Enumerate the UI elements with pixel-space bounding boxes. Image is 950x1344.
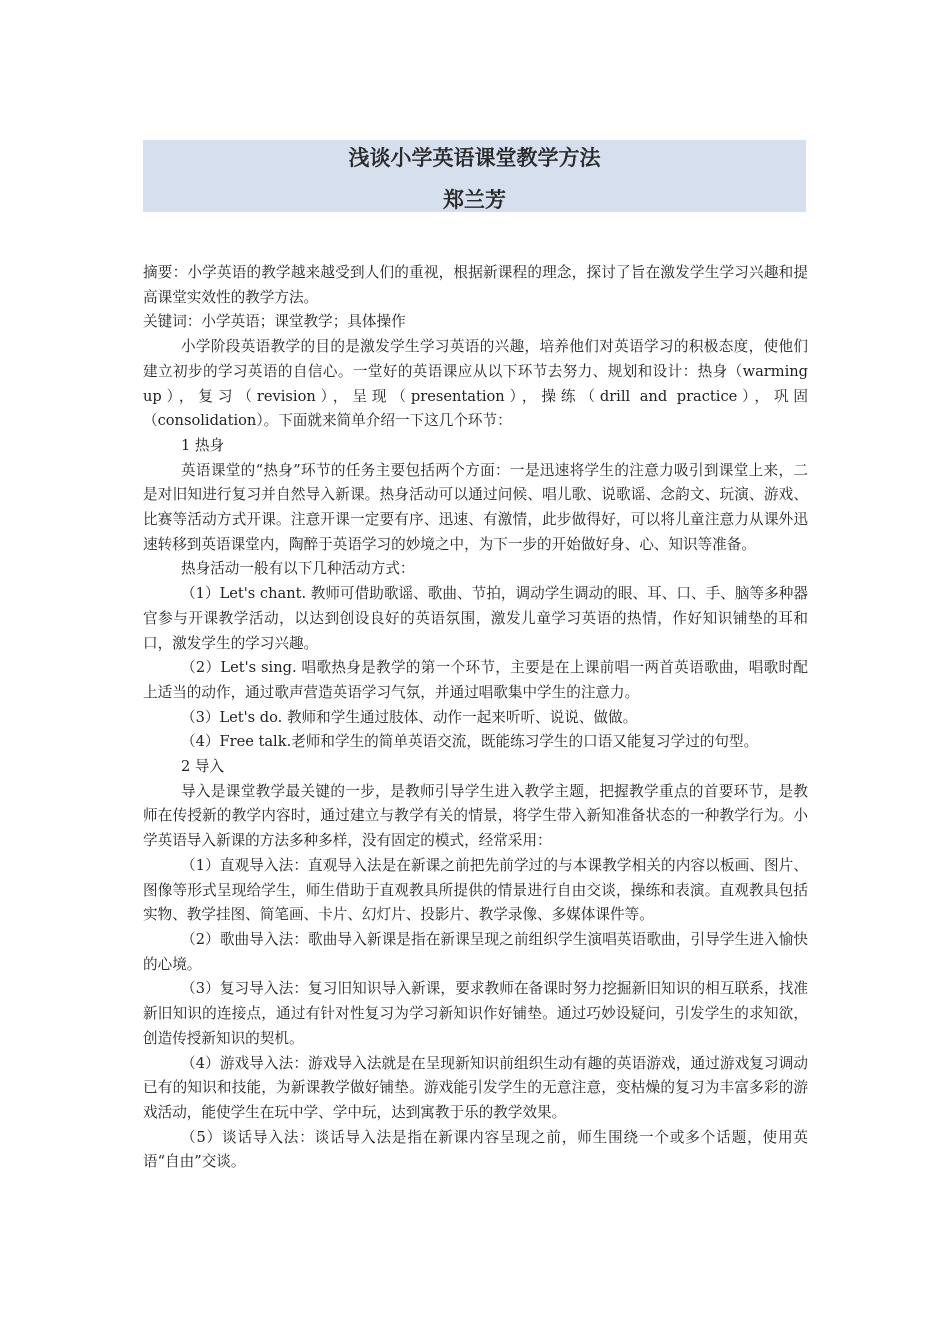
document-title: 浅谈小学英语课堂教学方法	[348, 146, 601, 170]
keywords-paragraph: 关键词：小学英语；课堂教学；具体操作	[143, 313, 406, 331]
lead-in-method-talk: （5）谈话导入法：谈话导入法是指在新课内容呈现之前，师生围绕一个或多个话题，使用英语“自由”交谈。	[143, 1128, 808, 1171]
document-author: 郑兰芳	[443, 188, 506, 212]
document-body	[143, 261, 808, 1175]
section-heading-warmup: 1 热身	[181, 436, 225, 454]
warmup-method-free-talk: （4）Free talk.老师和学生的简单英语交流，既能练习学生的口语又能复习学过的句型。	[181, 733, 759, 751]
warmup-paragraph: 英语课堂的“热身”环节的任务主要包括两个方面：一是迅速将学生的注意力吸引到课堂上来，二是对旧知进行复习并自然导入新课。热身活动可以通过问候、唱儿歌、说歌谣、念韵文、玩演、游戏、比赛等活动方式开课。注意开课一定要有序、迅速、有激情，此步做得好，可以将儿童注意力从课外迅速转移到英语课堂内，陶醉于英语学习的妙境之中，为下一步的开始做好身、心、知识等准备。	[143, 461, 808, 553]
lead-in-paragraph: 导入是课堂教学最关键的一步，是教师引导学生进入教学主题，把握教学重点的首要环节，是教师在传授新的教学内容时，通过建立与教学有关的情景，将学生带入新知准备状态的一种教学行为。小学英语导入新课的方法多种多样，没有固定的模式，经常采用：	[143, 782, 808, 850]
warmup-method-do: （3）Let's do. 教师和学生通过肢体、动作一起来听听、说说、做做。	[181, 708, 638, 726]
warmup-methods-intro: 热身活动一般有以下几种活动方式：	[181, 560, 415, 578]
abstract-paragraph: 摘要：小学英语的教学越来越受到人们的重视，根据新课程的理念，探讨了旨在激发学生学习兴趣和提高课堂实效性的教学方法。	[143, 264, 808, 306]
warmup-method-sing: （2）Let's sing. 唱歌热身是教学的第一个环节，主要是在上课前唱一两首英语歌曲，唱歌时配上适当的动作，通过歌声营造英语学习气氛，并通过唱歌集中学生的注意力。	[143, 659, 808, 701]
title-banner	[143, 140, 806, 212]
intro-paragraph: 小学阶段英语教学的目的是激发学生学习英语的兴趣，培养他们对英语学习的积极态度，使他们建立初步的学习英语的自信心。一堂好的英语课应从以下环节去努力、规划和设计：热身（warming up），复习（revision），呈现（presentation），操练（drill and practice），巩固（consolidation）。下面就来简单介绍一下这几个环节：	[143, 338, 808, 430]
section-heading-lead-in: 2 导入	[181, 758, 225, 776]
warmup-method-chant: （1）Let's chant. 教师可借助歌谣、歌曲、节拍，调动学生调动的眼、耳、口、手、脑等多种器官参与开课教学活动，以达到创设良好的英语氛围，激发儿童学习英语的热情，作好知识铺垫的耳和口，激发学生的学习兴趣。	[143, 585, 808, 652]
lead-in-method-game: （4）游戏导入法：游戏导入法就是在呈现新知识前组织生动有趣的英语游戏，通过游戏复习调动已有的知识和技能，为新课教学做好铺垫。游戏能引发学生的无意注意，变枯燥的复习为丰富多彩的游戏活动，能使学生在玩中学、学中玩，达到寓教于乐的教学效果。	[143, 1054, 808, 1121]
lead-in-method-song: （2）歌曲导入法：歌曲导入新课是指在新课呈现之前组织学生演唱英语歌曲，引导学生进入愉快的心境。	[143, 930, 808, 973]
lead-in-method-visual: （1）直观导入法：直观导入法是在新课之前把先前学过的与本课教学相关的内容以板画、图片、图像等形式呈现给学生，师生借助于直观教具所提供的情景进行自由交谈，操练和表演。直观教具包括实物、教学挂图、简笔画、卡片、幻灯片、投影片、教学录像、多媒体课件等。	[143, 856, 808, 924]
lead-in-method-review: （3）复习导入法：复习旧知识导入新课，要求教师在备课时努力挖掘新旧知识的相互联系，找准新旧知识的连接点，通过有针对性复习为学习新知识作好铺垫。通过巧妙设疑问，引发学生的求知欲，创造传授新知识的契机。	[143, 980, 808, 1047]
